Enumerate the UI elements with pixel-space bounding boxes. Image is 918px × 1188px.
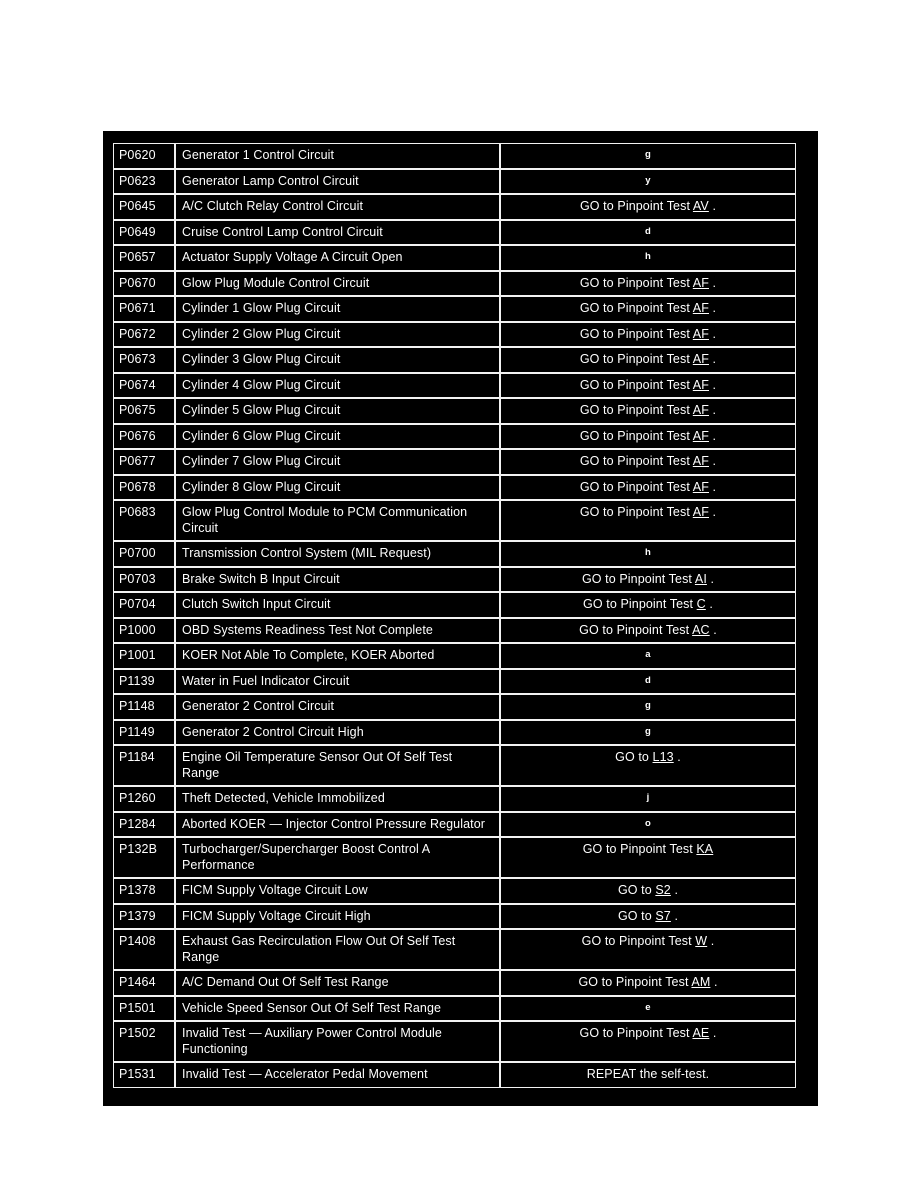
dtc-description-cell: FICM Supply Voltage Circuit High bbox=[175, 904, 500, 930]
dtc-description-cell: Cylinder 8 Glow Plug Circuit bbox=[175, 475, 500, 501]
action-text: g bbox=[644, 149, 651, 160]
dtc-description-cell: Glow Plug Module Control Circuit bbox=[175, 271, 500, 297]
action-text: a bbox=[645, 649, 651, 660]
action-suffix: . bbox=[705, 597, 713, 611]
action-suffix: . bbox=[673, 750, 681, 764]
dtc-action-cell[interactable] bbox=[500, 929, 796, 970]
dtc-code-cell: P1139 bbox=[113, 669, 175, 695]
table-row bbox=[113, 745, 796, 786]
dtc-action-cell[interactable] bbox=[500, 347, 796, 373]
dtc-description-cell: Clutch Switch Input Circuit bbox=[175, 592, 500, 618]
dtc-action-cell[interactable] bbox=[500, 194, 796, 220]
action-text: GO to Pinpoint Test bbox=[579, 301, 693, 315]
dtc-description-cell: Cylinder 5 Glow Plug Circuit bbox=[175, 398, 500, 424]
action-suffix: . bbox=[708, 479, 717, 494]
table-row bbox=[113, 424, 796, 450]
table-row bbox=[113, 143, 796, 169]
action-suffix: . bbox=[708, 199, 717, 213]
action-suffix: . bbox=[670, 883, 679, 897]
table-row bbox=[113, 970, 796, 996]
dtc-action-cell[interactable] bbox=[500, 878, 796, 904]
action-text: d bbox=[644, 225, 651, 237]
dtc-description-cell: Invalid Test — Accelerator Pedal Movement bbox=[175, 1062, 500, 1088]
dtc-description-cell: Water in Fuel Indicator Circuit bbox=[175, 669, 500, 695]
dtc-action-cell bbox=[500, 643, 796, 669]
table-row bbox=[113, 618, 796, 644]
dtc-code-cell: P1184 bbox=[113, 745, 175, 786]
action-text: GO to Pinpoint Test bbox=[581, 571, 695, 586]
table-row bbox=[113, 169, 796, 195]
action-text: GO to Pinpoint Test bbox=[583, 597, 697, 611]
pinpoint-test-link[interactable]: AC bbox=[692, 622, 710, 637]
dtc-description-cell: A/C Clutch Relay Control Circuit bbox=[175, 194, 500, 220]
dtc-description-cell: KOER Not Able To Complete, KOER Aborted bbox=[175, 643, 500, 669]
action-text: d bbox=[644, 674, 651, 686]
table-row bbox=[113, 592, 796, 618]
table-row bbox=[113, 567, 796, 593]
dtc-code-cell: P0676 bbox=[113, 424, 175, 450]
dtc-code-cell: P0673 bbox=[113, 347, 175, 373]
dtc-code-cell: P0649 bbox=[113, 220, 175, 246]
dtc-table-container bbox=[113, 143, 796, 1088]
dtc-code-cell: P1408 bbox=[113, 929, 175, 970]
table-row bbox=[113, 245, 796, 271]
dtc-description-cell: Aborted KOER — Injector Control Pressure Regulator bbox=[175, 812, 500, 838]
dtc-action-cell bbox=[500, 541, 796, 567]
dtc-description-cell: Exhaust Gas Recirculation Flow Out Of Self Test Range bbox=[175, 929, 500, 970]
dtc-table bbox=[113, 143, 796, 1088]
pinpoint-test-link[interactable]: AI bbox=[694, 571, 707, 586]
pinpoint-test-link[interactable]: AM bbox=[691, 975, 711, 989]
action-text: GO to Pinpoint Test bbox=[579, 622, 693, 637]
table-row bbox=[113, 194, 796, 220]
action-text: GO to Pinpoint Test bbox=[582, 842, 697, 856]
action-text: y bbox=[645, 174, 651, 186]
pinpoint-test-link[interactable]: KA bbox=[696, 842, 714, 856]
table-row bbox=[113, 322, 796, 348]
dtc-action-cell bbox=[500, 812, 796, 838]
table-row bbox=[113, 500, 796, 541]
table-row bbox=[113, 878, 796, 904]
dtc-description-cell: Generator 2 Control Circuit High bbox=[175, 720, 500, 746]
action-suffix: . bbox=[709, 622, 717, 637]
dtc-action-cell bbox=[500, 669, 796, 695]
table-row bbox=[113, 1062, 796, 1088]
dtc-action-cell[interactable] bbox=[500, 424, 796, 450]
action-suffix: . bbox=[706, 571, 715, 586]
dtc-code-cell: P1284 bbox=[113, 812, 175, 838]
table-row bbox=[113, 1021, 796, 1062]
dtc-action-cell[interactable] bbox=[500, 618, 796, 644]
action-text: GO to bbox=[615, 750, 653, 764]
pinpoint-test-link[interactable]: AF bbox=[692, 454, 709, 468]
dtc-code-cell: P132B bbox=[113, 837, 175, 878]
table-row bbox=[113, 694, 796, 720]
action-text: GO to Pinpoint Test bbox=[579, 403, 693, 417]
table-row bbox=[113, 643, 796, 669]
action-text: GO to Pinpoint Test bbox=[579, 505, 693, 519]
dtc-code-cell: P0703 bbox=[113, 567, 175, 593]
dtc-action-cell bbox=[500, 1062, 796, 1088]
dtc-table-body bbox=[113, 143, 796, 1088]
dtc-action-cell bbox=[500, 245, 796, 271]
dtc-description-cell: A/C Demand Out Of Self Test Range bbox=[175, 970, 500, 996]
pinpoint-test-link[interactable]: AF bbox=[692, 479, 709, 494]
dtc-description-cell: OBD Systems Readiness Test Not Complete bbox=[175, 618, 500, 644]
action-text: GO to Pinpoint Test bbox=[579, 454, 693, 468]
pinpoint-test-link[interactable]: S2 bbox=[655, 883, 671, 897]
dtc-action-cell bbox=[500, 996, 796, 1022]
dtc-description-cell: Generator 2 Control Circuit bbox=[175, 694, 500, 720]
dtc-action-cell[interactable] bbox=[500, 745, 796, 786]
dtc-code-cell: P1464 bbox=[113, 970, 175, 996]
action-text: GO to Pinpoint Test bbox=[579, 275, 693, 290]
action-suffix: . bbox=[708, 352, 717, 366]
dtc-code-cell: P0700 bbox=[113, 541, 175, 567]
dtc-action-cell[interactable] bbox=[500, 322, 796, 348]
action-suffix: . bbox=[708, 275, 717, 290]
action-text: GO to Pinpoint Test bbox=[579, 199, 693, 213]
dtc-action-cell bbox=[500, 143, 796, 169]
dtc-description-cell: Invalid Test — Auxiliary Power Control Module Functioning bbox=[175, 1021, 500, 1062]
dtc-code-cell: P0670 bbox=[113, 271, 175, 297]
dtc-code-cell: P1378 bbox=[113, 878, 175, 904]
pinpoint-test-link[interactable]: AF bbox=[692, 428, 709, 443]
action-suffix: . bbox=[708, 403, 717, 417]
dtc-code-cell: P0675 bbox=[113, 398, 175, 424]
dtc-code-cell: P0683 bbox=[113, 500, 175, 541]
table-row bbox=[113, 669, 796, 695]
pinpoint-test-link[interactable]: AF bbox=[692, 352, 709, 366]
dtc-code-cell: P0674 bbox=[113, 373, 175, 399]
dtc-code-cell: P0677 bbox=[113, 449, 175, 475]
dtc-action-cell[interactable] bbox=[500, 837, 796, 878]
pinpoint-test-link[interactable]: AF bbox=[692, 301, 709, 315]
dtc-action-cell[interactable] bbox=[500, 567, 796, 593]
table-row bbox=[113, 812, 796, 838]
table-row bbox=[113, 271, 796, 297]
dtc-description-cell: Engine Oil Temperature Sensor Out Of Self Test Range bbox=[175, 745, 500, 786]
action-text: g bbox=[644, 700, 651, 711]
dtc-code-cell: P1502 bbox=[113, 1021, 175, 1062]
action-text: GO to bbox=[617, 908, 656, 923]
action-text: h bbox=[644, 251, 651, 262]
action-suffix: . bbox=[707, 934, 715, 948]
dtc-code-cell: P0672 bbox=[113, 322, 175, 348]
action-suffix: . bbox=[709, 1026, 717, 1040]
dtc-description-cell: Generator Lamp Control Circuit bbox=[175, 169, 500, 195]
dtc-action-cell[interactable] bbox=[500, 592, 796, 618]
dtc-action-cell bbox=[500, 169, 796, 195]
dtc-code-cell: P0704 bbox=[113, 592, 175, 618]
action-text: REPEAT the self-test. bbox=[586, 1067, 710, 1081]
table-row bbox=[113, 220, 796, 246]
dtc-description-cell: Transmission Control System (MIL Request) bbox=[175, 541, 500, 567]
dtc-action-cell[interactable] bbox=[500, 475, 796, 501]
pinpoint-test-link[interactable]: AE bbox=[692, 1026, 710, 1040]
table-row bbox=[113, 373, 796, 399]
dtc-code-cell: P1260 bbox=[113, 786, 175, 812]
table-row bbox=[113, 541, 796, 567]
action-suffix: . bbox=[708, 505, 717, 519]
action-text: GO to Pinpoint Test bbox=[578, 975, 692, 989]
pinpoint-test-link[interactable]: AF bbox=[692, 505, 709, 519]
dtc-code-cell: P1531 bbox=[113, 1062, 175, 1088]
dtc-action-cell[interactable] bbox=[500, 1021, 796, 1062]
table-row bbox=[113, 837, 796, 878]
dtc-code-cell: P1501 bbox=[113, 996, 175, 1022]
dtc-description-cell: Brake Switch B Input Circuit bbox=[175, 567, 500, 593]
table-row bbox=[113, 449, 796, 475]
pinpoint-test-link[interactable]: L13 bbox=[652, 750, 674, 764]
action-suffix: . bbox=[708, 428, 717, 443]
pinpoint-test-link[interactable]: S7 bbox=[655, 908, 671, 923]
dtc-description-cell: Cylinder 3 Glow Plug Circuit bbox=[175, 347, 500, 373]
dtc-code-cell: P0620 bbox=[113, 143, 175, 169]
dtc-description-cell: Theft Detected, Vehicle Immobilized bbox=[175, 786, 500, 812]
table-row bbox=[113, 296, 796, 322]
action-text: GO to Pinpoint Test bbox=[579, 479, 693, 494]
pinpoint-test-link[interactable]: AF bbox=[692, 403, 709, 417]
dtc-action-cell[interactable] bbox=[500, 970, 796, 996]
action-text: h bbox=[644, 547, 651, 558]
dtc-description-cell: Cylinder 6 Glow Plug Circuit bbox=[175, 424, 500, 450]
action-text: o bbox=[644, 817, 651, 829]
dtc-description-cell: Vehicle Speed Sensor Out Of Self Test Range bbox=[175, 996, 500, 1022]
dtc-action-cell bbox=[500, 720, 796, 746]
dtc-code-cell: P1148 bbox=[113, 694, 175, 720]
dtc-code-cell: P0623 bbox=[113, 169, 175, 195]
pinpoint-test-link[interactable]: W bbox=[695, 934, 708, 948]
table-row bbox=[113, 786, 796, 812]
table-row bbox=[113, 347, 796, 373]
action-suffix: . bbox=[708, 377, 717, 392]
dtc-action-cell[interactable] bbox=[500, 398, 796, 424]
dtc-description-cell: Cylinder 7 Glow Plug Circuit bbox=[175, 449, 500, 475]
dtc-description-cell: Turbocharger/Supercharger Boost Control A Performance bbox=[175, 837, 500, 878]
action-text: GO to Pinpoint Test bbox=[579, 1026, 693, 1040]
table-row bbox=[113, 929, 796, 970]
dtc-action-cell bbox=[500, 786, 796, 812]
dtc-description-cell: Actuator Supply Voltage A Circuit Open bbox=[175, 245, 500, 271]
action-suffix: . bbox=[670, 908, 679, 923]
dtc-action-cell bbox=[500, 694, 796, 720]
table-row bbox=[113, 904, 796, 930]
dtc-code-cell: P1000 bbox=[113, 618, 175, 644]
dtc-description-cell: Glow Plug Control Module to PCM Communication Circuit bbox=[175, 500, 500, 541]
action-suffix: . bbox=[710, 975, 718, 989]
dtc-code-cell: P0657 bbox=[113, 245, 175, 271]
action-text: GO to bbox=[617, 883, 656, 897]
action-text: GO to Pinpoint Test bbox=[579, 377, 693, 392]
pinpoint-test-link[interactable]: AV bbox=[692, 199, 709, 213]
action-text: e bbox=[645, 1001, 651, 1013]
action-text: GO to Pinpoint Test bbox=[579, 326, 693, 341]
table-row bbox=[113, 720, 796, 746]
dtc-description-cell: Cylinder 1 Glow Plug Circuit bbox=[175, 296, 500, 322]
dtc-description-cell: Cylinder 4 Glow Plug Circuit bbox=[175, 373, 500, 399]
dtc-code-cell: P0678 bbox=[113, 475, 175, 501]
table-row bbox=[113, 398, 796, 424]
dtc-description-cell: Cylinder 2 Glow Plug Circuit bbox=[175, 322, 500, 348]
dtc-code-cell: P1379 bbox=[113, 904, 175, 930]
action-text: GO to Pinpoint Test bbox=[579, 352, 693, 366]
pinpoint-test-link[interactable]: C bbox=[696, 597, 706, 611]
dtc-description-cell: Cruise Control Lamp Control Circuit bbox=[175, 220, 500, 246]
action-text: g bbox=[644, 725, 651, 737]
dtc-code-cell: P1149 bbox=[113, 720, 175, 746]
pinpoint-test-link[interactable]: AF bbox=[692, 326, 709, 341]
action-text: GO to Pinpoint Test bbox=[579, 428, 693, 443]
table-row bbox=[113, 475, 796, 501]
dtc-action-cell bbox=[500, 220, 796, 246]
dtc-action-cell[interactable] bbox=[500, 500, 796, 541]
dtc-action-cell[interactable] bbox=[500, 904, 796, 930]
dtc-code-cell: P0645 bbox=[113, 194, 175, 220]
dtc-description-cell: Generator 1 Control Circuit bbox=[175, 143, 500, 169]
action-text: GO to Pinpoint Test bbox=[581, 934, 696, 948]
table-row bbox=[113, 996, 796, 1022]
dtc-action-cell[interactable] bbox=[500, 271, 796, 297]
dtc-description-cell: FICM Supply Voltage Circuit Low bbox=[175, 878, 500, 904]
action-text: j bbox=[646, 792, 650, 803]
dtc-action-cell[interactable] bbox=[500, 373, 796, 399]
dtc-code-cell: P0671 bbox=[113, 296, 175, 322]
action-suffix: . bbox=[708, 301, 717, 315]
dtc-action-cell[interactable] bbox=[500, 296, 796, 322]
pinpoint-test-link[interactable]: AF bbox=[692, 377, 709, 392]
dtc-code-cell: P1001 bbox=[113, 643, 175, 669]
pinpoint-test-link[interactable]: AF bbox=[692, 275, 709, 290]
dtc-action-cell[interactable] bbox=[500, 449, 796, 475]
action-suffix: . bbox=[708, 326, 717, 341]
action-suffix: . bbox=[708, 454, 717, 468]
